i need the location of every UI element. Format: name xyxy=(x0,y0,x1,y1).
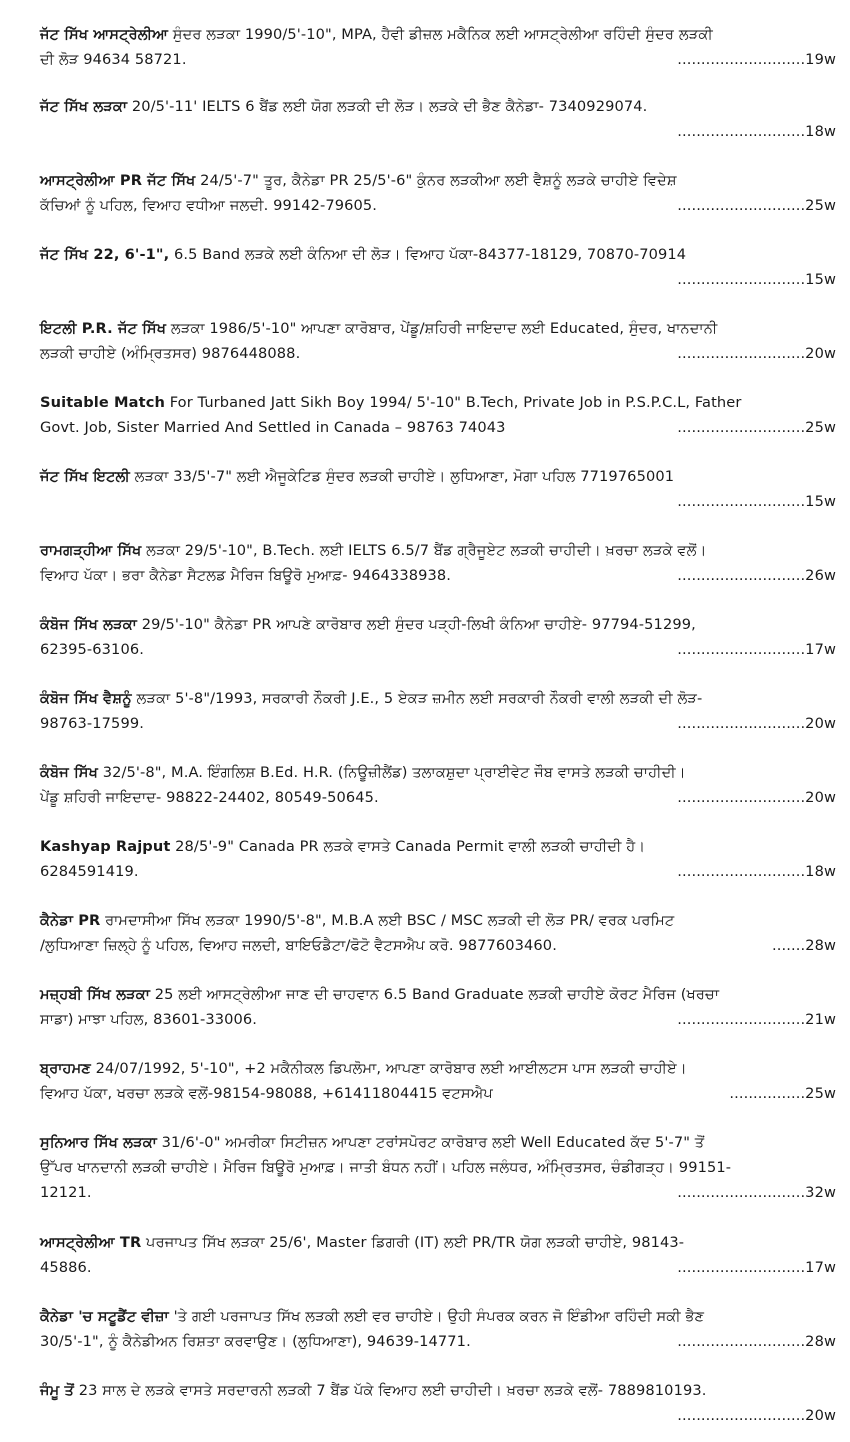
ad-line-1 xyxy=(40,1130,836,1155)
ad-line-1 xyxy=(40,94,836,119)
ad-code: ...........................20w xyxy=(677,715,836,732)
ad-code: ...........................26w xyxy=(677,567,836,584)
ad-line-1 xyxy=(40,464,836,489)
ad-code: ...........................15w xyxy=(677,271,836,288)
ad-line-2: Govt. Job, Sister Married And Settled in Canada – 98763 74043 xyxy=(40,419,506,436)
ad-heading: ਕੈਨੇਡਾ PR xyxy=(40,912,101,929)
ad-text: 6.5 Band ਲੜਕੇ ਲਈ ਕੰਨਿਆ ਦੀ ਲੋੜ। ਵਿਆਹ ਪੱਕਾ-84377-18129, 70870-70914 xyxy=(169,246,687,263)
ad-heading: ਰਾਮਗੜ੍ਹੀਆ ਸਿੱਖ xyxy=(40,542,142,559)
ad-line-2: ਵਿਆਹ ਪੱਕਾ, ਖਰਚਾ ਲੜਕੇ ਵਲੋਂ-98154-98088, +61411804415 ਵਟਸਐਪ xyxy=(40,1085,493,1102)
matrimonial-ad xyxy=(40,1378,836,1428)
ad-line-2: ਵਿਆਹ ਪੱਕਾ। ਭਰਾ ਕੈਨੇਡਾ ਸੈਟਲਡ ਮੈਰਿਜ ਬਿਊਰੋ ਮੁਆਫ਼- 9464338938. xyxy=(40,567,451,584)
ad-line-1 xyxy=(40,22,836,47)
ad-code: ...........................21w xyxy=(677,1011,836,1028)
ad-text: 25 ਲਈ ਆਸਟ੍ਰੇਲੀਆ ਜਾਣ ਦੀ ਚਾਹਵਾਨ 6.5 Band Graduate ਲੜਕੀ ਚਾਹੀਏ ਕੋਰਟ ਮੈਰਿਜ (ਖਰਚਾ xyxy=(150,986,720,1003)
ad-heading: ਕੰਬੋਜ ਸਿੱਖ ਵੈਸ਼ਨੂੰ xyxy=(40,690,132,707)
ad-text: ਲੜਕਾ 1986/5'-10" ਆਪਣਾ ਕਾਰੋਬਾਰ, ਪੇਂਡੂ/ਸ਼ਹਿਰੀ ਜਾਇਦਾਦ ਲਈ Educated, ਸੁੰਦਰ, ਖਾਨਦਾਨੀ xyxy=(166,320,718,337)
ad-line-2: ਸਾਡਾ) ਮਾਝਾ ਪਹਿਲ, 83601-33006. xyxy=(40,1011,258,1028)
ad-text: ਲੜਕਾ 29/5'-10", B.Tech. ਲਈ IELTS 6.5/7 ਬੈਂਡ ਗ੍ਰੈਜੂਏਟ ਲੜਕੀ ਚਾਹੀਦੀ। ਖ਼ਰਚਾ ਲੜਕੇ ਵਲੋਂ। xyxy=(141,542,707,559)
ad-heading: ਜੱਟ ਸਿੱਖ ਇਟਲੀ xyxy=(40,468,130,485)
ad-code: ...........................17w xyxy=(677,1259,836,1276)
ad-line-2: ਕੱਚਿਆਂ ਨੂੰ ਪਹਿਲ, ਵਿਆਹ ਵਧੀਆ ਜਲਦੀ. 99142-79605. xyxy=(40,197,378,214)
ad-line-2: ਲੜਕੀ ਚਾਹੀਏ (ਅੰਮ੍ਰਿਤਸਰ) 9876448088. xyxy=(40,345,301,362)
ad-heading: ਇਟਲੀ P.R. ਜੱਟ ਸਿੱਖ xyxy=(40,320,167,337)
ad-line-2: ਦੀ ਲੋੜ 94634 58721. xyxy=(40,51,187,68)
ad-heading: ਮਜ਼੍ਹਬੀ ਸਿੱਖ ਲੜਕਾ xyxy=(40,986,151,1003)
ad-code: ...........................20w xyxy=(677,345,836,362)
matrimonial-ad xyxy=(40,94,836,144)
ad-line-1 xyxy=(40,1378,836,1403)
ad-line-2: ਉੱਪਰ ਖਾਨਦਾਨੀ ਲੜਕੀ ਚਾਹੀਏ। ਮੈਰਿਜ ਬਿਊਰੋ ਮੁਆਫ਼। ਜਾਤੀ ਬੰਧਨ ਨਹੀਂ। ਪਹਿਲ ਜਲੰਧਰ, ਅੰਮ੍ਰਿਤਸਰ, ਚੰਡੀਗੜ੍ਹ। 99151- xyxy=(40,1159,732,1176)
ad-code: ...........................20w xyxy=(677,789,836,806)
matrimonial-ad xyxy=(40,982,836,1032)
ad-text: 29/5'-10" ਕੈਨੇਡਾ PR ਆਪਣੇ ਕਾਰੋਬਾਰ ਲਈ ਸੁੰਦਰ ਪੜ੍ਹੀ-ਲਿਖੀ ਕੰਨਿਆ ਚਾਹੀਏ- 97794-51299, xyxy=(136,616,696,633)
ad-line-1 xyxy=(40,612,836,637)
matrimonial-ad xyxy=(40,612,836,662)
ad-line-1 xyxy=(40,316,836,341)
ad-line-1 xyxy=(40,686,836,711)
matrimonial-ad xyxy=(40,464,836,514)
ad-line-1 xyxy=(40,1304,836,1329)
matrimonial-ad xyxy=(40,908,836,958)
ad-line-1 xyxy=(40,390,836,415)
ad-heading: ਜੱਟ ਸਿੱਖ 22, 6'-1", xyxy=(40,246,170,263)
ad-text: 31/6'-0" ਅਮਰੀਕਾ ਸਿਟੀਜ਼ਨ ਆਪਣਾ ਟਰਾਂਸਪੋਰਟ ਕਾਰੋਬਾਰ ਲਈ Well Educated ਕੱਦ 5'-7" ਤੋਂ xyxy=(156,1134,705,1151)
ad-heading: ਸੁਨਿਆਰ ਸਿੱਖ ਲੜਕਾ xyxy=(40,1134,157,1151)
ad-code: ...........................17w xyxy=(677,641,836,658)
ad-line-1 xyxy=(40,538,836,563)
ad-code: ................25w xyxy=(729,1085,836,1102)
ad-heading: Suitable Match xyxy=(40,394,165,411)
ad-heading: ਜੰਮੂ ਤੋਂ xyxy=(40,1382,74,1399)
ad-heading: ਆਸਟ੍ਰੇਲੀਆ TR xyxy=(40,1234,142,1251)
ad-line-2: 45886. xyxy=(40,1259,92,1276)
ad-text: ਰਾਮਦਾਸੀਆ ਸਿੱਖ ਲੜਕਾ 1990/5'-8", M.B.A ਲਈ BSC / MSC ਲੜਕੀ ਦੀ ਲੋੜ PR/ ਵਰਕ ਪਰਮਿਟ xyxy=(100,912,675,929)
ad-line-1 xyxy=(40,168,836,193)
ad-line-2: 98763-17599. xyxy=(40,715,144,732)
ad-heading: ਜੱਟ ਸਿੱਖ ਲੜਕਾ xyxy=(40,98,128,115)
matrimonial-ad xyxy=(40,22,836,72)
ad-code: ...........................20w xyxy=(677,1407,836,1424)
ad-line-1 xyxy=(40,760,836,785)
matrimonial-ad xyxy=(40,1130,836,1205)
ad-text: 'ਤੇ ਗਈ ਪਰਜਾਪਤ ਸਿੱਖ ਲੜਕੀ ਲਈ ਵਰ ਚਾਹੀਏ। ਉਹੀ ਸੰਪਰਕ ਕਰਨ ਜੋ ਇੰਡੀਆ ਰਹਿੰਦੀ ਸਕੀ ਭੈਣ xyxy=(168,1308,705,1325)
ad-line-2: 30/5'-1", ਨੂੰ ਕੈਨੇਡੀਅਨ ਰਿਸ਼ਤਾ ਕਰਵਾਉਣ। (ਲੁਧਿਆਣਾ), 94639-14771. xyxy=(40,1333,471,1350)
ad-line-1 xyxy=(40,1230,836,1255)
ad-text: ਪਰਜਾਪਤ ਸਿੱਖ ਲੜਕਾ 25/6', Master ਡਿਗਰੀ (IT) ਲਈ PR/TR ਯੋਗ ਲੜਕੀ ਚਾਹੀਏ, 98143- xyxy=(141,1234,685,1251)
ad-line-2: /ਲੁਧਿਆਣਾ ਜ਼ਿਲ੍ਹੇ ਨੂੰ ਪਹਿਲ, ਵਿਆਹ ਜਲਦੀ, ਬਾਇਓਡੈਟਾ/ਫੋਟੋ ਵੈਟਸਐਪ ਕਰੋ. 9877603460. xyxy=(40,937,557,954)
ad-heading: Kashyap Rajput xyxy=(40,838,171,855)
ad-text: ਸੁੰਦਰ ਲੜਕਾ 1990/5'-10", MPA, ਹੈਵੀ ਡੀਜ਼ਲ ਮਕੈਨਿਕ ਲਈ ਆਸਟ੍ਰੇਲੀਆ ਰਹਿੰਦੀ ਸੁੰਦਰ ਲੜਕੀ xyxy=(168,26,713,43)
ad-code: ...........................18w xyxy=(677,863,836,880)
matrimonial-ad xyxy=(40,242,836,292)
ad-text: 28/5'-9" Canada PR ਲੜਕੇ ਵਾਸਤੇ Canada Permit ਵਾਲੀ ਲੜਕੀ ਚਾਹੀਦੀ ਹੈ। xyxy=(170,838,646,855)
ad-line-1 xyxy=(40,908,836,933)
ad-text: For Turbaned Jatt Sikh Boy 1994/ 5'-10" B.Tech, Private Job in P.S.P.C.L, Father xyxy=(164,394,742,411)
matrimonial-ad xyxy=(40,1230,836,1280)
matrimonial-ad xyxy=(40,686,836,736)
matrimonial-ad xyxy=(40,760,836,810)
ad-code: ...........................32w xyxy=(677,1184,836,1201)
ad-code: ...........................25w xyxy=(677,197,836,214)
ad-code: ...........................18w xyxy=(677,123,836,140)
ad-text: ਲੜਕਾ 5'-8"/1993, ਸਰਕਾਰੀ ਨੌਕਰੀ J.E., 5 ਏਕੜ ਜ਼ਮੀਨ ਲਈ ਸਰਕਾਰੀ ਨੌਕਰੀ ਵਾਲੀ ਲੜਕੀ ਦੀ ਲੋੜ- xyxy=(131,690,703,707)
matrimonial-ad xyxy=(40,390,836,440)
ad-heading: ਕੰਬੋਜ ਸਿੱਖ ਲੜਕਾ xyxy=(40,616,137,633)
ad-text: 24/07/1992, 5'-10", +2 ਮਕੈਨੀਕਲ ਡਿਪਲੋਮਾ, ਆਪਣਾ ਕਾਰੋਬਾਰ ਲਈ ਆਈਲਟਸ ਪਾਸ ਲੜਕੀ ਚਾਹੀਏ। xyxy=(90,1060,687,1077)
ad-text: 23 ਸਾਲ ਦੇ ਲੜਕੇ ਵਾਸਤੇ ਸਰਦਾਰਨੀ ਲੜਕੀ 7 ਬੈਂਡ ਪੱਕੇ ਵਿਆਹ ਲਈ ਚਾਹੀਦੀ। ਖ਼ਰਚਾ ਲੜਕੇ ਵਲੋਂ- 7889810193. xyxy=(73,1382,707,1399)
ad-heading: ਕੈਨੇਡਾ 'ਚ ਸਟੂਡੈਂਟ ਵੀਜ਼ਾ xyxy=(40,1308,169,1325)
ad-line-1 xyxy=(40,982,836,1007)
ad-line-1 xyxy=(40,242,836,267)
ad-heading: ਆਸਟ੍ਰੇਲੀਆ PR ਜੱਟ ਸਿੱਖ xyxy=(40,172,196,189)
ad-code: ...........................15w xyxy=(677,493,836,510)
ad-heading: ਜੱਟ ਸਿੱਖ ਆਸਟ੍ਰੇਲੀਆ xyxy=(40,26,169,43)
matrimonial-ad xyxy=(40,1304,836,1354)
ad-heading: ਕੰਬੋਜ ਸਿੱਖ xyxy=(40,764,98,781)
ad-line-2: 6284591419. xyxy=(40,863,139,880)
ad-line-2: ਪੇਂਡੂ ਸ਼ਹਿਰੀ ਜਾਇਦਾਦ- 98822-24402, 80549-50645. xyxy=(40,789,379,806)
ad-code: .......28w xyxy=(772,937,836,954)
matrimonial-ad xyxy=(40,316,836,366)
matrimonial-ad xyxy=(40,538,836,588)
ad-code: ...........................19w xyxy=(677,51,836,68)
matrimonial-ad xyxy=(40,1056,836,1106)
ad-line-3: 12121. xyxy=(40,1184,92,1201)
ad-text: 24/5'-7" ਤੂਰ, ਕੈਨੇਡਾ PR 25/5'-6" ਕੁੰਨਰ ਲੜਕੀਆ ਲਈ ਵੈਸ਼ਨੂੰ ਲੜਕੇ ਚਾਹੀਏ ਵਿਦੇਸ਼ xyxy=(195,172,677,189)
ad-code: ...........................28w xyxy=(677,1333,836,1350)
ad-text: ਲੜਕਾ 33/5'-7" ਲਈ ਐਜੂਕੇਟਿਡ ਸੁੰਦਰ ਲੜਕੀ ਚਾਹੀਏ। ਲੁਧਿਆਣਾ, ਮੋਗਾ ਪਹਿਲ 7719765001 xyxy=(129,468,675,485)
matrimonial-ad xyxy=(40,168,836,218)
ad-line-2: 62395-63106. xyxy=(40,641,144,658)
ad-line-1 xyxy=(40,834,836,859)
ad-line-1 xyxy=(40,1056,836,1081)
matrimonial-ad xyxy=(40,834,836,884)
ad-code: ...........................25w xyxy=(677,419,836,436)
ad-heading: ਬ੍ਰਾਹਮਣ xyxy=(40,1060,91,1077)
ad-text: 20/5'-11' IELTS 6 ਬੈਂਡ ਲਈ ਯੋਗ ਲੜਕੀ ਦੀ ਲੋੜ। ਲੜਕੇ ਦੀ ਭੈਣ ਕੈਨੇਡਾ- 7340929074. xyxy=(127,98,648,115)
ad-text: 32/5'-8", M.A. ਇੰਗਲਿਸ਼ B.Ed. H.R. (ਨਿਊਜ਼ੀਲੈਂਡ) ਤਲਾਕਸ਼ੁਦਾ ਪ੍ਰਾਈਵੇਟ ਜੌਬ ਵਾਸਤੇ ਲੜਕੀ ਚਾਹੀਦੀ। xyxy=(97,764,686,781)
